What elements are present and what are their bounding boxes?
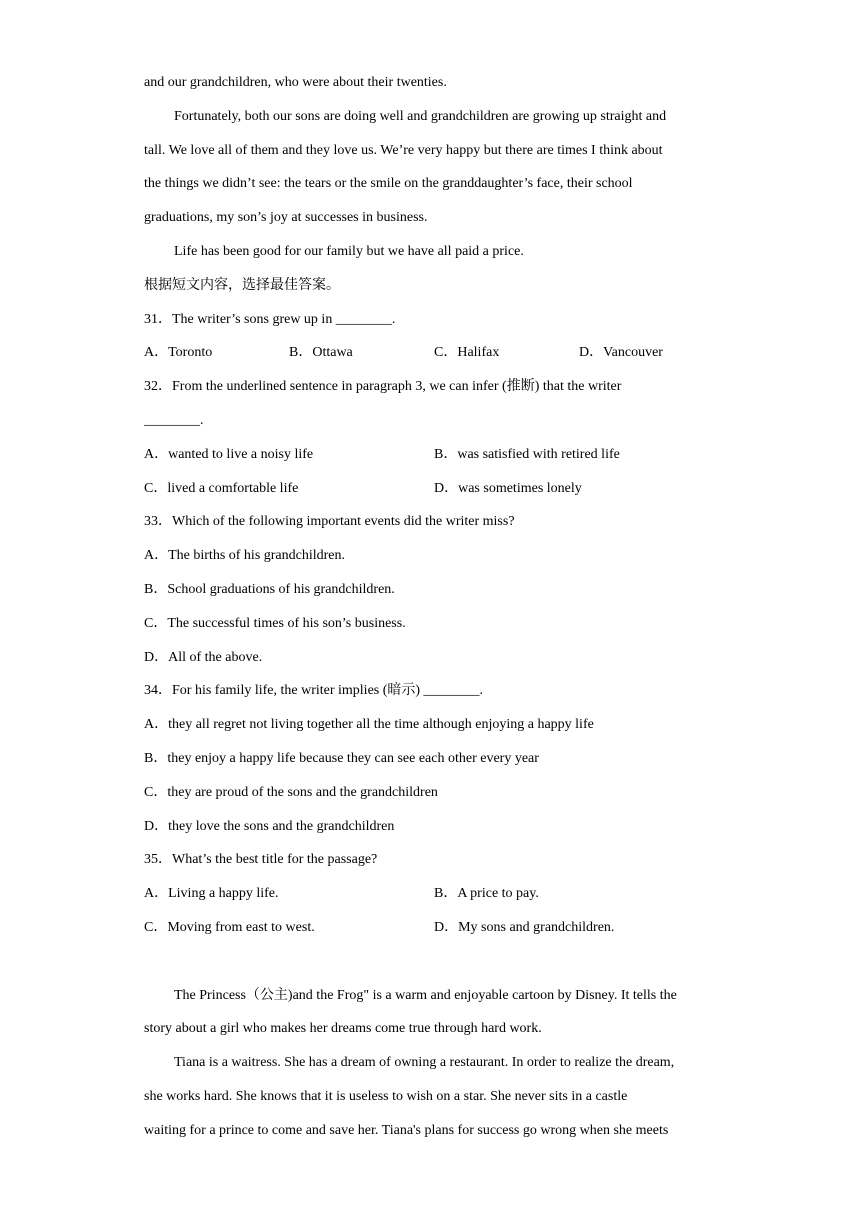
passage-line: tall. We love all of them and they love us. We’re very happy but there are times I think about xyxy=(144,142,663,158)
answer-option: B．they enjoy a happy life because they can see each other every year xyxy=(144,750,539,766)
answer-option: C．The successful times of his son’s business. xyxy=(144,615,406,631)
answer-option: D．All of the above. xyxy=(144,649,263,665)
options-row xyxy=(144,472,724,506)
options-row xyxy=(144,911,724,945)
passage-line: The Princess（公主)and the Frog" is a warm and enjoyable cartoon by Disney. It tells the xyxy=(174,987,677,1003)
answer-option: A．they all regret not living together all the time although enjoying a happy life xyxy=(144,717,594,733)
question-stem: 32．From the underlined sentence in paragraph 3, we can infer (推断) that the writer xyxy=(144,379,622,395)
answer-option: D．was sometimes lonely xyxy=(434,480,582,496)
options-row xyxy=(144,336,724,370)
answer-option: D．they love the sons and the grandchildren xyxy=(144,818,395,834)
passage-line: the things we didn’t see: the tears or the smile on the granddaughter’s face, their school xyxy=(144,176,633,192)
answer-option: B．Ottawa xyxy=(289,345,353,361)
paragraph-gap xyxy=(144,945,724,979)
question-stem: 34．For his family life, the writer implies (暗示) ________. xyxy=(144,683,484,699)
question-stem: 31．The writer’s sons grew up in ________. xyxy=(144,311,396,327)
passage-line: graduations, my son’s joy at successes in business. xyxy=(144,210,428,226)
options-row xyxy=(144,877,724,911)
answer-option: D．My sons and grandchildren. xyxy=(434,919,615,935)
answer-option: C．Halifax xyxy=(434,345,500,361)
answer-option: A．The births of his grandchildren. xyxy=(144,548,346,564)
passage-line: Fortunately, both our sons are doing well and grandchildren are growing up straight and xyxy=(174,108,667,124)
answer-option: A．Toronto xyxy=(144,345,213,361)
document-page xyxy=(144,66,724,1148)
passage-line: and our grandchildren, who were about their twenties. xyxy=(144,75,447,90)
passage-line: story about a girl who makes her dreams come true through hard work. xyxy=(144,1021,542,1037)
options-row xyxy=(144,438,724,472)
answer-option: B．School graduations of his grandchildren. xyxy=(144,581,395,597)
answer-option: A．Living a happy life. xyxy=(144,886,279,902)
answer-option: B．A price to pay. xyxy=(434,886,539,902)
passage-line: waiting for a prince to come and save her. Tiana's plans for success go wrong when she meets xyxy=(144,1122,669,1138)
answer-option: C．they are proud of the sons and the grandchildren xyxy=(144,784,438,800)
answer-option: D．Vancouver xyxy=(579,345,663,361)
instruction: 根据短文内容，选择最佳答案。 xyxy=(144,277,340,293)
question-stem: 33．Which of the following important events did the writer miss? xyxy=(144,514,515,530)
answer-option: A．wanted to live a noisy life xyxy=(144,446,314,462)
question-stem: 35．What’s the best title for the passage? xyxy=(144,852,378,868)
passage-line: Tiana is a waitress. She has a dream of owning a restaurant. In order to realize the dream, xyxy=(174,1055,675,1071)
passage-line: Life has been good for our family but we have all paid a price. xyxy=(174,243,524,259)
answer-option: C．lived a comfortable life xyxy=(144,480,299,496)
passage-line: she works hard. She knows that it is useless to wish on a star. She never sits in a castle xyxy=(144,1088,628,1104)
answer-option: B．was satisfied with retired life xyxy=(434,446,620,462)
answer-option: C．Moving from east to west. xyxy=(144,919,315,935)
question-stem-continued: ________. xyxy=(144,412,204,428)
